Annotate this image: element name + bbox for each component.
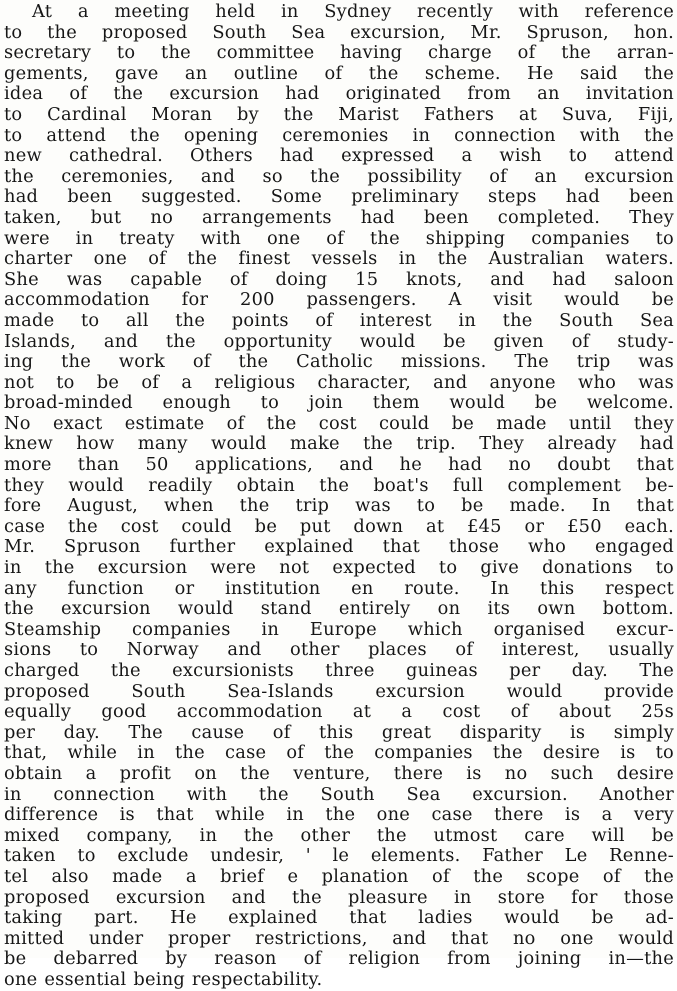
article-line: secretary to the committee having charge of the arran- [4,42,674,64]
article-line: difference is that while in the one case there is a very [4,804,674,826]
article-line: not to be of a religious character, and anyone who was [4,371,674,393]
article-line: equally good accommodation at a cost of about 25s [4,701,674,723]
article-line: any function or institution en route. In this respect [4,577,674,599]
article-line: the ceremonies, and so the possibility of an excursion [4,165,674,187]
article-body [4,2,674,991]
article-line: to attend the opening ceremonies in connection with the [4,124,674,146]
article-line: case the cost could be put down at £45 or £50 each. [4,515,674,537]
article-line: proposed South Sea-Islands excursion would provide [4,680,674,702]
article-line: were in treaty with one of the shipping companies to [4,227,674,249]
article-line: that, while in the case of the companies the desire is to [4,742,674,764]
article-line: in connection with the South Sea excursion. Another [4,783,674,805]
article-line: She was capable of doing 15 knots, and had saloon [4,268,674,290]
article-line: had been suggested. Some preliminary steps had been [4,186,674,208]
article-line: knew how many would make the trip. They already had [4,433,674,455]
article-line: charter one of the finest vessels in the Australian waters. [4,248,674,270]
article-line: obtain a profit on the venture, there is no such desire [4,762,674,784]
article-line: broad-minded enough to join them would be welcome. [4,392,674,414]
article-line: taken, but no arrangements had been completed. They [4,206,674,228]
article-line: taking part. He explained that ladies would be ad- [4,907,674,929]
article-line: to Cardinal Moran by the Marist Fathers at Suva, Fiji, [4,103,674,125]
article-line: mitted under proper restrictions, and that no one would [4,927,674,949]
article-line: proposed excursion and the pleasure in store for those [4,886,674,908]
article-line: tel also made a brief e planation of the scope of the [4,865,674,887]
article-line: new cathedral. Others had expressed a wish to attend [4,145,674,167]
article-line: At a meeting held in Sydney recently with reference [32,1,674,22]
article-line: one essential being respectability. [4,968,323,990]
article-line: Mr. Spruson further explained that those who engaged [4,536,674,558]
article-line: made to all the points of interest in the South Sea [4,309,674,331]
article-line: No exact estimate of the cost could be made until they [4,412,674,434]
article-line: mixed company, in the other the utmost care will be [4,824,674,846]
article-line: taken to exclude undesir, ' le elements. Father Le Renne- [4,845,674,867]
article-line: to the proposed South Sea excursion, Mr. Spruson, hon. [4,21,674,43]
article-line: sions to Norway and other places of interest, usually [4,639,674,661]
article-line: fore August, when the trip was to be made. In that [4,495,674,517]
article-line: gements, gave an outline of the scheme. He said the [4,62,674,84]
article-line: idea of the excursion had originated from an invitation [4,83,674,105]
article-line: Islands, and the opportunity would be given of study- [4,330,674,352]
article-line: be debarred by reason of religion from joining in—the [4,948,674,970]
article-line: they would readily obtain the boat's full complement be- [4,474,674,496]
article-line: more than 50 applications, and he had no doubt that [4,454,674,476]
article-line: in the excursion were not expected to give donations to [4,557,674,579]
article-line: accommodation for 200 passengers. A visit would be [4,289,674,311]
article-line: charged the excursionists three guineas per day. The [4,660,674,681]
article-line: the excursion would stand entirely on its own bottom. [4,598,674,620]
article-line: ing the work of the Catholic missions. The trip was [4,351,674,373]
article-line: per day. The cause of this great disparity is simply [4,721,674,743]
article-line: Steamship companies in Europe which organised excur- [4,618,674,640]
